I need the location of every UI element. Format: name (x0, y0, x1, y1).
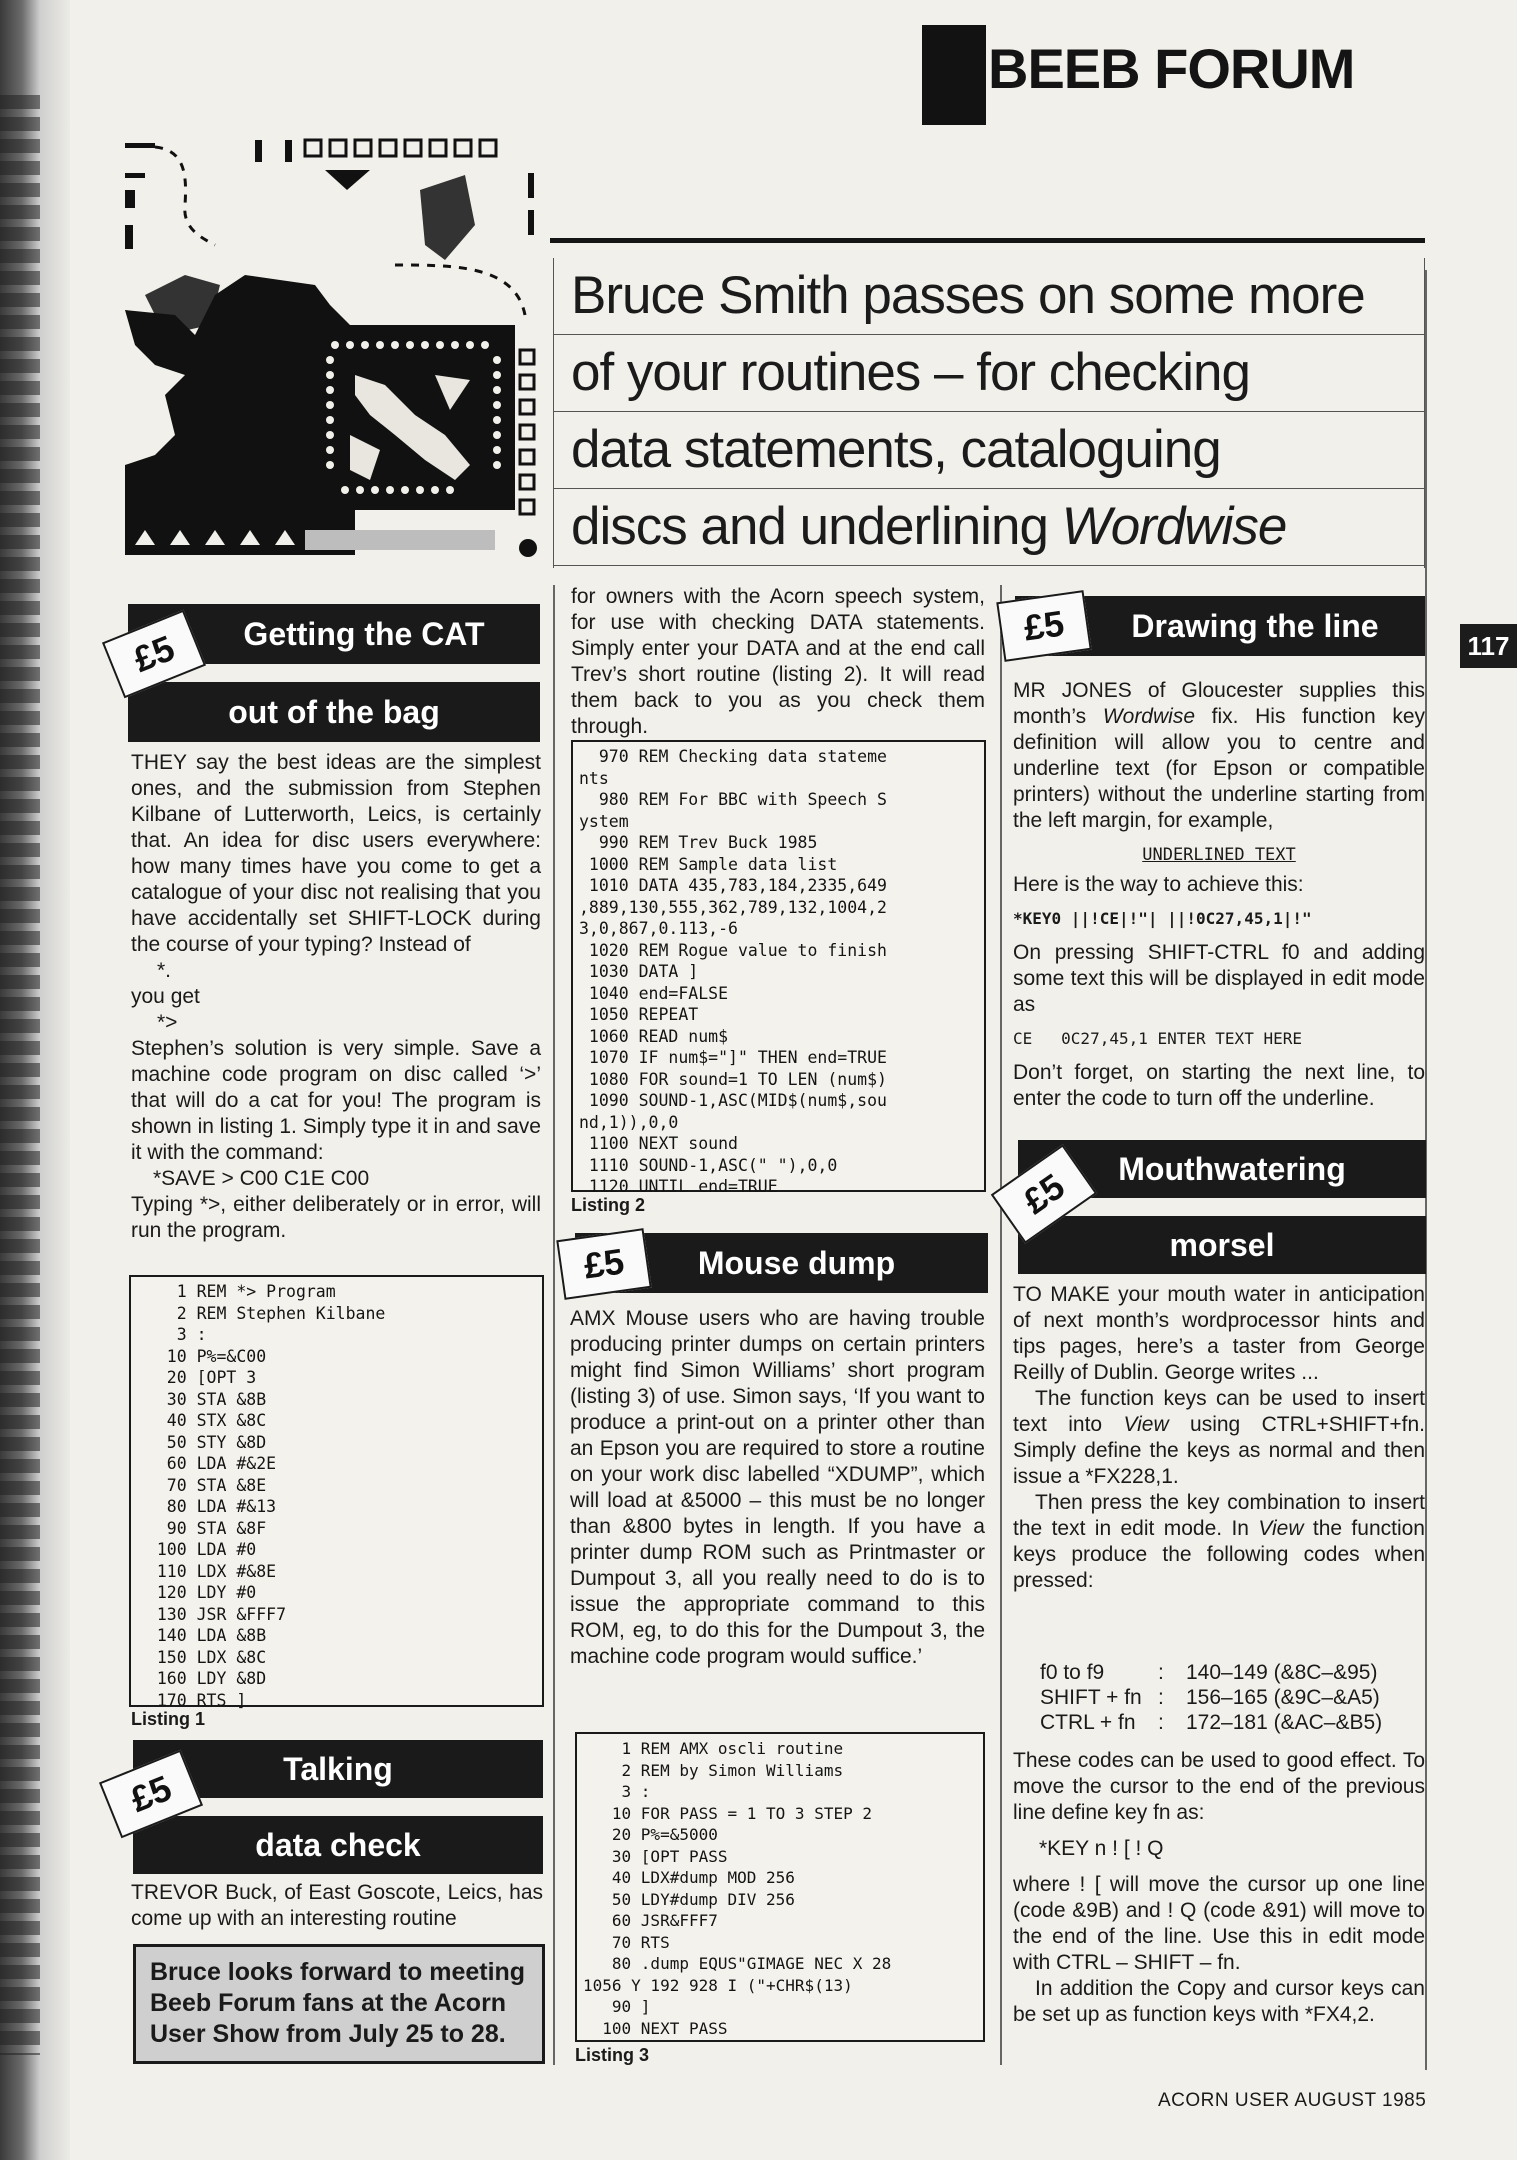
cat-title-bottom: out of the bag (228, 694, 440, 730)
mouthwatering-body-2-pre: The function keys can be used to insert text into (1013, 1387, 1425, 1436)
mouthwatering-article (1013, 1282, 1425, 1594)
drawing-price-badge: £5 (996, 590, 1091, 662)
mouthwatering-body-3-italic: View (1258, 1517, 1304, 1540)
listing-2: 970 REM Checking data stateme nts 980 REM For BBC with Speech S ystem 990 REM Trev Buck 1985 1000 REM Sample data list 1010 DATA 435,783,184,2335,649 ,889,130,555,362,789,132,1004,2 3,0,867,0.113,-6 1020 REM Rogue value to finish 1030 DATA ] 1040 end=FALSE 1050 REPEAT 1060 READ num$ 1070 IF num$="]" THEN end=TRUE 1080 FOR sound=1 TO LEN (num$) 1090 SOUND-1,ASC(MID$(num$,sou nd,1)),0,0 1100 NEXT sound 1110 SOUND-1,ASC(" "),0,0 1120 UNTIL end=TRUE (571, 740, 986, 1192)
mouthwatering-body-2-post: using CTRL+SHIFT+fn. Simply define the keys as normal and then issue a *FX228,1. (1013, 1413, 1425, 1488)
code-row (1040, 1685, 1382, 1710)
mouthwatering-body-4: These codes can be used to good effect. To move the cursor to the end of the previous line define key fn as: (1013, 1749, 1425, 1824)
mouse-article: AMX Mouse users who are having trouble producing printer dumps on certain printers might find Simon Williams’ short program (listing 3) of use. Simon says, ‘If you want to produce a print-out on a printer other than an Epson you are required to store a routine on your work disc labelled “XDUMP”, which will load at &5000 – this must be no longer than &800 bytes in length. If you have a printer dump ROM such as Printmaster or Dumpout 3, all you really need to do is to issue the appropriate command to this ROM, eg, to do this for the Dumpout 3, the machine code program would suffice.’ (570, 1307, 985, 1668)
cat-body-3: Typing *>, either deliberately or in error, will run the program. (131, 1193, 541, 1242)
page-footer: ACORN USER AUGUST 1985 (1158, 2090, 1427, 2111)
cat-code-1: *. (157, 959, 172, 982)
code-key: f0 to f9 (1040, 1661, 1105, 1684)
listing-2-caption: Listing 2 (571, 1195, 646, 1215)
cat-price-badge: £5 (102, 610, 206, 699)
mouthwatering-body-1: TO MAKE your mouth water in anticipation of next month’s wordprocessor hints and tips pages, here’s a taster from George Reilly of Dublin. George writes ... (1013, 1283, 1425, 1384)
talking-title-bottom: data check (255, 1827, 421, 1863)
talking-price-badge: £5 (99, 1750, 203, 1839)
drawing-how: Here is the way to achieve this: (1013, 873, 1304, 896)
top-rule (550, 238, 1425, 243)
mouthwatering-body-3-post: the function keys produce the following codes when pressed: (1013, 1517, 1425, 1592)
drawing-editmode: CE 0C27,45,1 ENTER TEXT HERE (1013, 1029, 1302, 1048)
binding-marks (0, 95, 40, 2055)
drawing-body-1 (1013, 678, 1425, 834)
function-key-codes (1040, 1660, 1382, 1735)
cat-article (131, 750, 541, 1244)
listing-1: 1 REM *> Program 2 REM Stephen Kilbane 3 : 10 P%=&C00 20 [OPT 3 30 STA &8B 40 STX &8C 50 STY &8D 60 LDA #&2E 70 STA &8E 80 LDA #&13 90 STA &8F 100 LDA #0 110 LDX #&8E 120 LDY #0 130 JSR &FFF7 140 LDA &8B 150 LDX &8C 160 LDY &8D 170 RTS ] (129, 1275, 544, 1707)
mouthwatering-body-2-italic: View (1123, 1413, 1169, 1436)
illustration-svg (125, 135, 542, 577)
headline-line-4 (553, 489, 1425, 566)
mouthwatering-body-5: where ! [ will move the cursor up one line (code &9B) and ! Q (code &91) will move to the end of the line. Use this in edit mode with CTRL – SHIFT – fn. (1013, 1873, 1425, 1974)
code-key: SHIFT + fn (1040, 1686, 1142, 1709)
code-value: 172–181 (&AC–&B5) (1186, 1711, 1383, 1734)
header-bar (922, 25, 986, 125)
mouthwatering-price-badge: £5 (991, 1144, 1098, 1244)
column-rule-left (553, 585, 555, 2065)
drawing-sample: UNDERLINED TEXT (1142, 845, 1296, 865)
cat-body-2: Stephen’s solution is very simple. Save a machine code program on disc called ‘>’ that will do a cat for you! The program is shown in listing 1. Simply type it in and save it with the command: (131, 1037, 541, 1164)
headline-italic: Wordwise (1061, 497, 1287, 556)
cat-body-1: THEY say the best ideas are the simplest ones, and the submission from Stephen Kilbane of Lutterworth, Leics, is certainly that. An idea for disc users everywhere: how many times have you come to get a catalogue of your disc not realising that you have accidentally set SHIFT-LOCK during the course of your typing? Instead of (131, 751, 541, 956)
code-value: 156–165 (&9C–&A5) (1186, 1686, 1380, 1709)
mouse-price-badge: £5 (556, 1228, 651, 1300)
headline-line-2: of your routines – for checking (553, 335, 1425, 412)
section-title: BEEB FORUM (988, 37, 1355, 100)
listing-3: 1 REM AMX oscli routine 2 REM by Simon Williams 3 : 10 FOR PASS = 1 TO 3 STEP 2 20 P%=&5000 30 [OPT PASS 40 LDX#dump MOD 256 50 LDY#dump DIV 256 60 JSR&FFF7 70 RTS 80 .dump EQUS"GIMAGE NEC X 28 1056 Y 192 928 I ("+CHR$(13) 90 ] 100 NEXT PASS (575, 1732, 985, 2042)
drawing-dont: Don’t forget, on starting the next line, to enter the code to turn off the underline. (1013, 1061, 1425, 1110)
cat-save-command: *SAVE > C00 C1E C00 (153, 1167, 370, 1190)
talking-continued: for owners with the Acorn speech system, for use with checking DATA statements. Simply enter your DATA and at the end call Trev’s short routine (listing 2). It will read them back to you as you check them through. (571, 585, 985, 738)
drawing-pressing: On pressing SHIFT-CTRL f0 and adding some text this will be displayed in edit mode as (1013, 941, 1425, 1016)
drawing-body-post: fix. His function key definition will allow you to centre and underline text (for Epson or compatible printers) without the underline starting from the left margin, for example, (1013, 705, 1425, 832)
code-key: CTRL + fn (1040, 1711, 1136, 1734)
drawing-body-pre: MR JONES of Gloucester supplies this month’s (1013, 679, 1425, 728)
mouthwatering-title-top: Mouthwatering (1118, 1151, 1346, 1187)
code-sep: : (1158, 1686, 1164, 1709)
page-number: 117 (1460, 624, 1517, 668)
drawing-article (1013, 678, 1425, 1112)
mouthwatering-keyn: *KEY n ! [ ! Q (1039, 1837, 1164, 1860)
talking-banner-bottom (133, 1816, 543, 1874)
code-value: 140–149 (&8C–&95) (1186, 1661, 1378, 1684)
acorn-show-promo: Bruce looks forward to meeting Beeb Forum fans at the Acorn User Show from July 25 to 28. (133, 1944, 545, 2064)
code-row (1040, 1660, 1382, 1685)
drawing-title: Drawing the line (1131, 608, 1379, 644)
mouthwatering-body-2 (1013, 1386, 1425, 1490)
talking-title-top: Talking (283, 1751, 393, 1787)
mouthwatering-body-3-pre: Then press the key combination to insert the text in edit mode. In (1013, 1491, 1425, 1540)
headline-line-4-text: discs and underlining (571, 497, 1062, 556)
headline-line-3: data statements, cataloguing (553, 412, 1425, 489)
listing-1-caption: Listing 1 (131, 1709, 206, 1729)
column-rule-mid (1000, 585, 1002, 2065)
cat-you-get: you get (131, 985, 200, 1008)
headline-line-1: Bruce Smith passes on some more (553, 258, 1425, 335)
cat-code-2: *> (157, 1011, 178, 1034)
cat-banner-bottom (128, 682, 540, 742)
mouse-title: Mouse dump (697, 1245, 896, 1281)
mouthwatering-banner-bottom (1018, 1216, 1426, 1274)
drawing-keydef: *KEY0 ||!CE|!"| ||!0C27,45,1|!" (1013, 909, 1312, 928)
code-row (1040, 1710, 1382, 1735)
drawing-body-italic: Wordwise (1102, 705, 1195, 728)
listing-3-caption: Listing 3 (575, 2045, 650, 2065)
talking-article: TREVOR Buck, of East Goscote, Leics, has come up with an interesting routine (131, 1881, 543, 1930)
code-sep: : (1158, 1711, 1164, 1734)
cat-title-top: Getting the CAT (243, 616, 485, 652)
mouthwatering-body-3 (1013, 1490, 1425, 1594)
mouthwatering-title-bottom: morsel (1169, 1227, 1275, 1263)
header-illustration (125, 135, 542, 577)
mouthwatering-body-6: In addition the Copy and cursor keys can be set up as function keys with *FX4,2. (1013, 1977, 1425, 2026)
mouthwatering-article-2 (1013, 1748, 1425, 2028)
code-sep: : (1158, 1661, 1164, 1684)
headline (553, 258, 1425, 566)
